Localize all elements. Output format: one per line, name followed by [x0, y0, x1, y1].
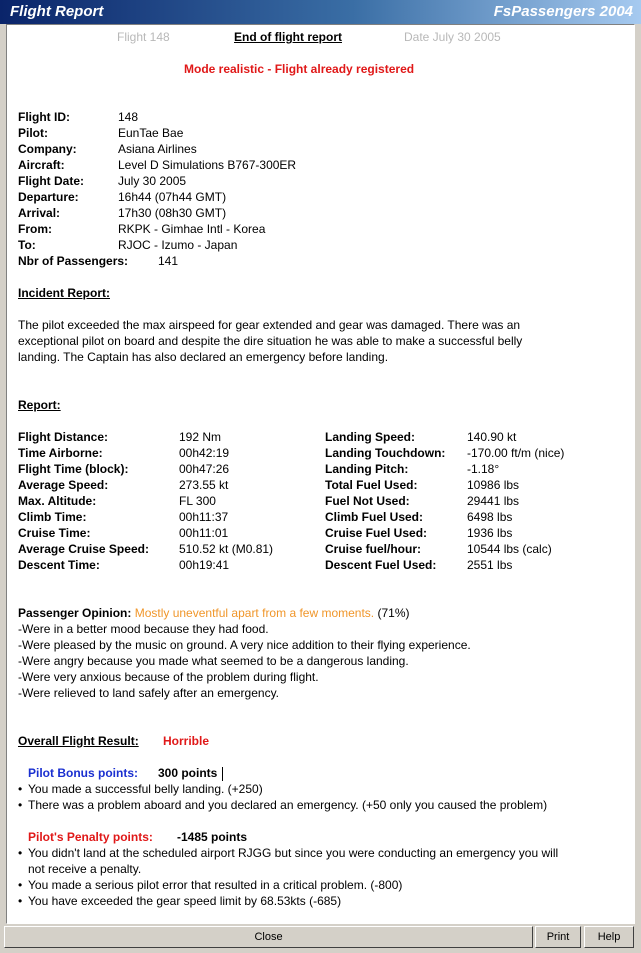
penalty-value: -1485 points: [177, 830, 248, 844]
descent-fuel-label: Descent Fuel Used:: [325, 558, 437, 572]
incident-line-2: exceptional pilot on board and despite the dire situation he was able to make a successful belly: [18, 334, 523, 348]
company-value: Asiana Airlines: [118, 142, 197, 156]
title-bar: [0, 0, 641, 24]
passengers-value: 141: [158, 254, 179, 268]
average-speed-value: 273.55 kt: [179, 478, 229, 492]
departure-label: Departure:: [18, 190, 79, 204]
climb-time-label: Climb Time:: [18, 510, 87, 524]
window-title: Flight Report: [10, 3, 104, 20]
arrival-value: 17h30 (08h30 GMT): [118, 206, 227, 220]
opinion-line-1: -Were in a better mood because they had food.: [18, 622, 269, 636]
landing-speed-label: Landing Speed:: [325, 430, 415, 444]
opinion-summary: Mostly uneventful apart from a few moments.: [134, 606, 375, 620]
cruise-time-value: 00h11:01: [179, 526, 229, 540]
penalty-item-1: You didn't land at the scheduled airport RJGG but since you were conducting an emergency you will: [28, 846, 559, 860]
help-button[interactable]: Help: [584, 926, 634, 948]
cruise-fuel-hour-label: Cruise fuel/hour:: [325, 542, 422, 556]
flight-time-label: Flight Time (block):: [18, 462, 129, 476]
company-label: Company:: [18, 142, 77, 156]
cruise-fuel-value: 1936 lbs: [467, 526, 513, 540]
bonus-label: Pilot Bonus points:: [28, 766, 138, 780]
cruise-fuel-label: Cruise Fuel Used:: [325, 526, 428, 540]
bullet-icon: •: [18, 782, 23, 796]
opinion-label: Passenger Opinion:: [18, 606, 132, 620]
overall-result-value: Horrible: [163, 734, 210, 748]
climb-fuel-value: 6498 lbs: [467, 510, 513, 524]
opinion-line-4: -Were very anxious because of the problem during flight.: [18, 670, 319, 684]
landing-pitch-label: Landing Pitch:: [325, 462, 409, 476]
text-cursor: [222, 767, 223, 781]
opinion-row: [18, 606, 410, 621]
cruise-time-label: Cruise Time:: [18, 526, 91, 540]
aircraft-label: Aircraft:: [18, 158, 65, 172]
fuel-not-used-value: 29441 lbs: [467, 494, 520, 508]
flight-id-label: Flight ID:: [18, 110, 70, 124]
descent-time-label: Descent Time:: [18, 558, 100, 572]
bullet-icon: •: [18, 894, 23, 908]
incident-line-1: The pilot exceeded the max airspeed for gear extended and gear was damaged. There was an: [18, 318, 521, 332]
penalty-item-2: You made a serious pilot error that resulted in a critical problem. (-800): [28, 878, 403, 892]
bullet-icon: •: [18, 798, 23, 812]
bullet-icon: •: [18, 878, 23, 892]
opinion-line-5: -Were relieved to land safely after an emergency.: [18, 686, 280, 700]
report-heading: Report:: [18, 398, 61, 412]
departure-value: 16h44 (07h44 GMT): [118, 190, 227, 204]
avg-cruise-speed-label: Average Cruise Speed:: [18, 542, 149, 556]
flight-id-value: 148: [118, 110, 139, 124]
opinion-line-3: -Were angry because you made what seemed to be a dangerous landing.: [18, 654, 409, 668]
mode-line: Mode realistic - Flight already registered: [184, 62, 415, 76]
fuel-not-used-label: Fuel Not Used:: [325, 494, 410, 508]
bullet-icon: •: [18, 846, 23, 860]
landing-touchdown-label: Landing Touchdown:: [325, 446, 446, 460]
avg-cruise-speed-value: 510.52 kt (M0.81): [179, 542, 274, 556]
aircraft-value: Level D Simulations B767-300ER: [118, 158, 297, 172]
flight-tab[interactable]: Flight 148: [117, 30, 170, 44]
cruise-fuel-hour-value: 10544 lbs (calc): [467, 542, 552, 556]
descent-time-value: 00h19:41: [179, 558, 230, 572]
penalty-item-1-cont: not receive a penalty.: [28, 862, 142, 876]
total-fuel-value: 10986 lbs: [467, 478, 520, 492]
bonus-item-1: You made a successful belly landing. (+250): [28, 782, 263, 796]
max-altitude-value: FL 300: [179, 494, 216, 508]
landing-pitch-value: -1.18°: [467, 462, 500, 476]
flight-distance-label: Flight Distance:: [18, 430, 109, 444]
landing-touchdown-value: -170.00 ft/m (nice): [467, 446, 565, 460]
time-airborne-value: 00h42:19: [179, 446, 230, 460]
brand-title: FsPassengers 2004: [493, 3, 633, 20]
opinion-line-2: -Were pleased by the music on ground. A very nice addition to their flying experience.: [18, 638, 471, 652]
date-tab[interactable]: Date July 30 2005: [404, 30, 501, 44]
passengers-label: Nbr of Passengers:: [18, 254, 129, 268]
incident-line-3: landing. The Captain has also declared an emergency before landing.: [18, 350, 389, 364]
incident-heading: Incident Report:: [18, 286, 110, 300]
pilot-value: EunTae Bae: [118, 126, 184, 140]
arrival-label: Arrival:: [18, 206, 61, 220]
from-label: From:: [18, 222, 52, 236]
end-of-flight-title: End of flight report: [234, 30, 342, 44]
penalty-item-3: You have exceeded the gear speed limit by 68.53kts (-685): [28, 894, 342, 908]
total-fuel-label: Total Fuel Used:: [325, 478, 418, 492]
climb-time-value: 00h11:37: [179, 510, 229, 524]
descent-fuel-value: 2551 lbs: [467, 558, 513, 572]
landing-speed-value: 140.90 kt: [467, 430, 517, 444]
pilot-label: Pilot:: [18, 126, 48, 140]
overall-result-label: Overall Flight Result:: [18, 734, 139, 748]
flight-date-value: July 30 2005: [118, 174, 187, 188]
climb-fuel-label: Climb Fuel Used:: [325, 510, 424, 524]
max-altitude-label: Max. Altitude:: [18, 494, 97, 508]
flight-date-label: Flight Date:: [18, 174, 84, 188]
penalty-label: Pilot's Penalty points:: [28, 830, 153, 844]
report-panel[interactable]: [6, 24, 635, 924]
from-value: RKPK - Gimhae Intl - Korea: [118, 222, 266, 236]
opinion-percent: (71%): [377, 606, 410, 620]
close-button[interactable]: Close: [4, 926, 533, 948]
time-airborne-label: Time Airborne:: [18, 446, 103, 460]
print-button[interactable]: Print: [535, 926, 581, 948]
bonus-value: 300 points: [158, 766, 218, 780]
bonus-item-2: There was a problem aboard and you declared an emergency. (+50 only you caused the problem): [28, 798, 548, 812]
average-speed-label: Average Speed:: [18, 478, 109, 492]
to-label: To:: [18, 238, 36, 252]
flight-time-value: 00h47:26: [179, 462, 230, 476]
to-value: RJOC - Izumo - Japan: [118, 238, 238, 252]
flight-distance-value: 192 Nm: [179, 430, 222, 444]
